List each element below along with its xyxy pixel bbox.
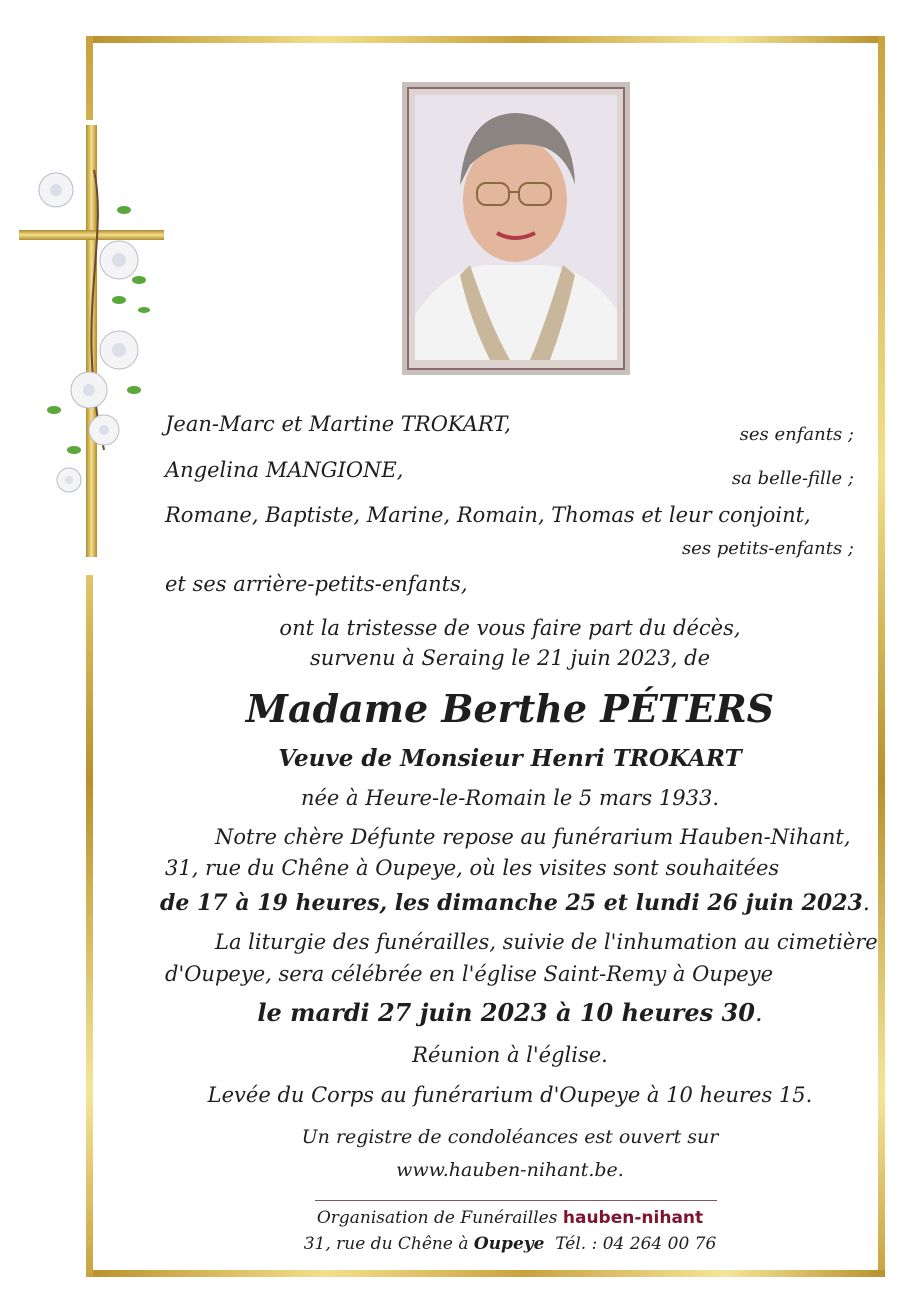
footer-phone: Tél. : 04 264 00 76 — [555, 1234, 717, 1254]
deceased-portrait-icon — [415, 95, 617, 360]
visitation-line-2: 31, rue du Chêne à Oupeye, où les visites sont souhaitées — [165, 856, 780, 880]
meeting-line: Réunion à l'église. — [412, 1043, 608, 1067]
footer-divider — [315, 1200, 717, 1201]
announcement-line-2: survenu à Seraing le 21 juin 2023, de — [309, 646, 711, 670]
gold-frame-bottom — [86, 1270, 885, 1277]
visitation-line-1: Notre chère Défunte repose au funérarium Hauben-Nihant, — [215, 825, 851, 849]
funeral-line-2: d'Oupeye, sera célébrée en l'église Saint-Remy à Oupeye — [165, 962, 774, 986]
footer-organisation — [160, 1210, 860, 1227]
family-relation-children: ses enfants ; — [739, 424, 854, 445]
funeral-date — [160, 998, 860, 1027]
gold-frame-right — [878, 36, 885, 1277]
visitation-hours-end: . — [862, 891, 870, 916]
family-names-children: Jean-Marc et Martine TROKART, — [165, 412, 511, 436]
family-names-grandchildren: Romane, Baptiste, Marine, Romain, Thomas et leur conjoint, — [165, 503, 811, 527]
cross-with-flowers-icon — [14, 120, 164, 560]
birth-line: née à Heure-le-Romain le 5 mars 1933. — [300, 786, 720, 810]
funeral-home-brand: hauben-nihant — [562, 1208, 704, 1228]
funeral-line-1: La liturgie des funérailles, suivie de l'inhumation au cimetière — [215, 930, 878, 954]
visitation-hours — [160, 890, 870, 916]
gold-frame-top — [86, 36, 885, 43]
footer-address — [160, 1236, 860, 1253]
spouse-line: Veuve de Monsieur Henri TROKART — [278, 745, 742, 772]
procession-line: Levée du Corps au funérarium d'Oupeye à 10 heures 15. — [207, 1083, 813, 1107]
funeral-date-text: le mardi 27 juin 2023 à 10 heures 30 — [257, 998, 755, 1027]
announcement-line-1: ont la tristesse de vous faire part du décès, — [279, 616, 741, 640]
footer-org-label: Organisation de Funérailles — [316, 1208, 558, 1228]
family-relation-daughter-in-law: sa belle-fille ; — [731, 468, 854, 489]
condolences-line: Un registre de condoléances est ouvert sur — [301, 1126, 719, 1148]
condolences-url[interactable]: www.hauben-nihant.be. — [396, 1159, 624, 1181]
family-relation-grandchildren: ses petits-enfants ; — [681, 538, 854, 559]
funeral-date-end: . — [754, 999, 763, 1027]
visitation-hours-text: de 17 à 19 heures, les dimanche 25 et lundi 26 juin 2023 — [160, 890, 863, 916]
footer-address-prefix: 31, rue du Chêne à — [303, 1234, 469, 1254]
family-names-daughter-in-law: Angelina MANGIONE, — [165, 458, 404, 482]
family-names-great-grandchildren: et ses arrière-petits-enfants, — [165, 572, 468, 596]
footer-town: Oupeye — [473, 1234, 545, 1254]
portrait-frame — [402, 82, 630, 375]
deceased-name: Madame Berthe PÉTERS — [245, 686, 775, 731]
